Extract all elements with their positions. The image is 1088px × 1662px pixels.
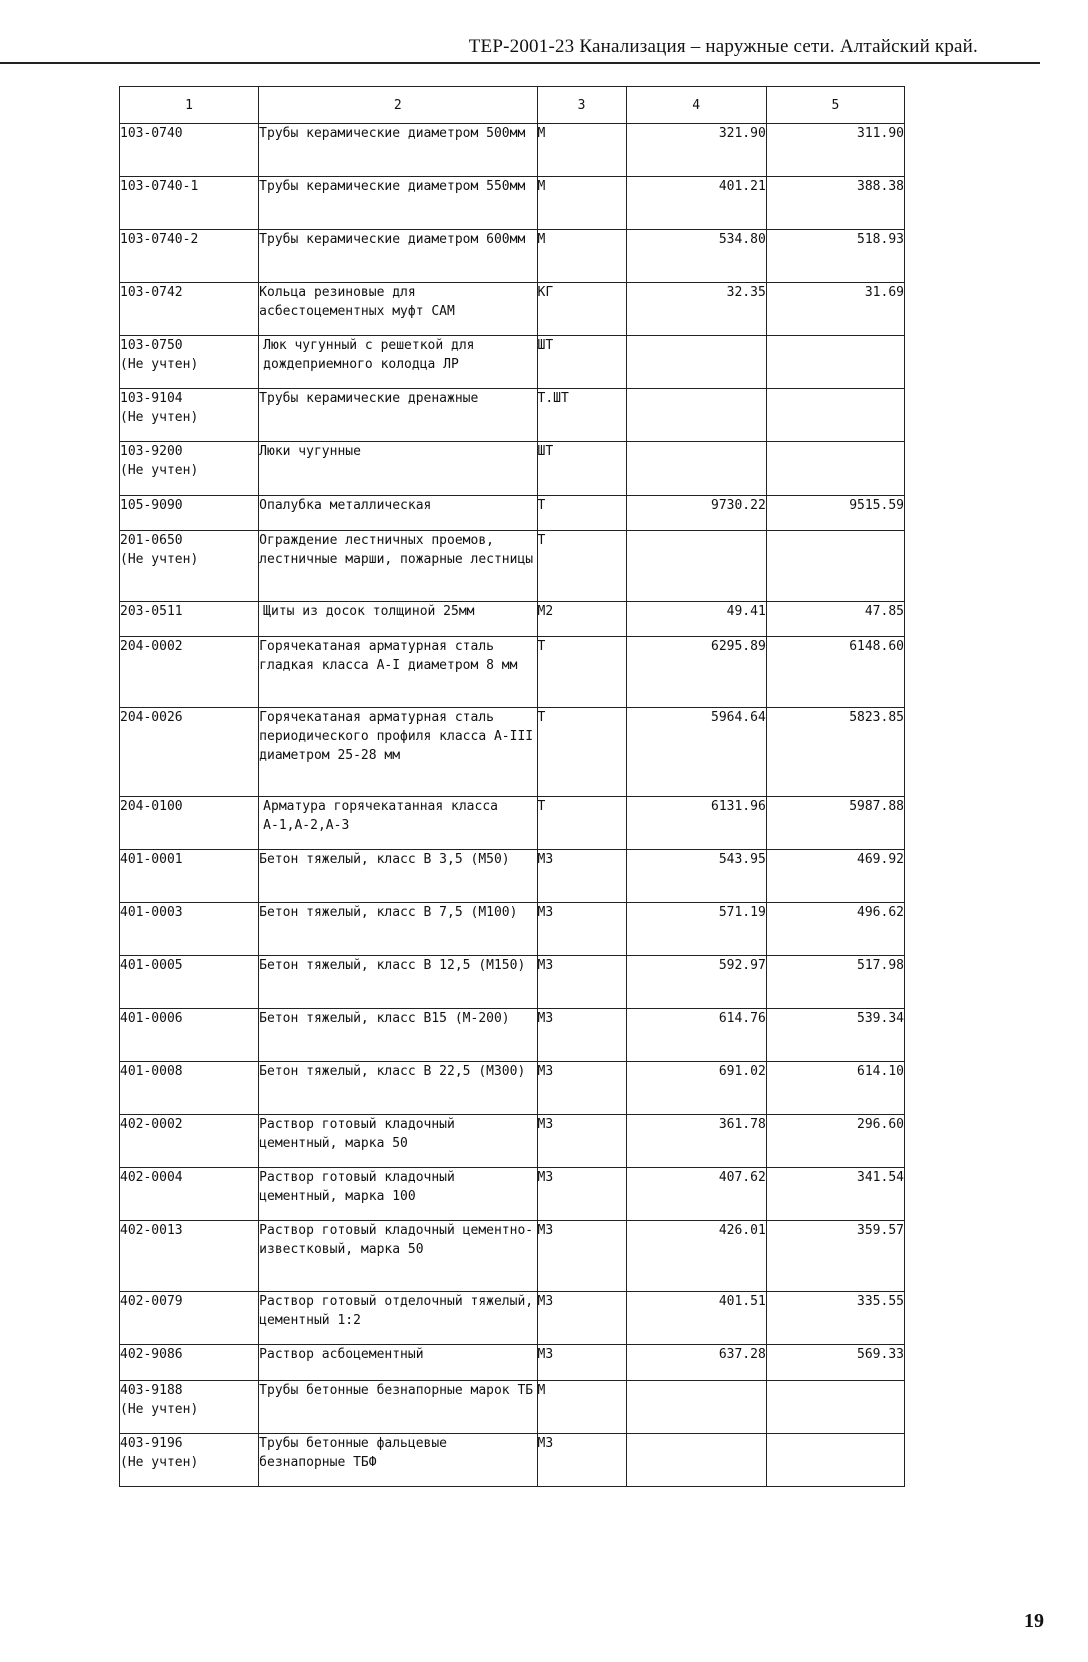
cell-unit: М3 xyxy=(537,1345,626,1381)
cell-price-2 xyxy=(766,1434,904,1487)
cell-name: Опалубка металлическая xyxy=(259,496,537,531)
table-row xyxy=(120,797,905,850)
cell-price-2: 518.93 xyxy=(766,230,904,283)
cell-price-2: 296.60 xyxy=(766,1115,904,1168)
cell-price-2: 569.33 xyxy=(766,1345,904,1381)
cell-code: 401-0006 xyxy=(120,1009,259,1062)
cell-price-2: 5987.88 xyxy=(766,797,904,850)
cell-price-2 xyxy=(766,442,904,496)
cell-code: 401-0008 xyxy=(120,1062,259,1115)
cell-price-1: 614.76 xyxy=(626,1009,766,1062)
cell-name: Бетон тяжелый, класс В 7,5 (М100) xyxy=(259,903,537,956)
cell-price-2: 341.54 xyxy=(766,1168,904,1221)
cell-name: Люки чугунные xyxy=(259,442,537,496)
cell-price-2: 496.62 xyxy=(766,903,904,956)
column-header-unit: 3 xyxy=(537,87,626,124)
cell-price-1: 9730.22 xyxy=(626,496,766,531)
cell-code: 103-0750 (Не учтен) xyxy=(120,336,259,389)
cell-price-2: 31.69 xyxy=(766,283,904,336)
cell-code: 103-0740-2 xyxy=(120,230,259,283)
table-row xyxy=(120,1381,905,1434)
table-row xyxy=(120,1168,905,1221)
cell-price-2: 311.90 xyxy=(766,124,904,177)
cell-price-1: 407.62 xyxy=(626,1168,766,1221)
header-row xyxy=(120,87,905,124)
cell-unit: ШТ xyxy=(537,442,626,496)
cell-price-2: 539.34 xyxy=(766,1009,904,1062)
column-header-price-1: 4 xyxy=(626,87,766,124)
cell-name: Трубы керамические диаметром 550мм xyxy=(259,177,537,230)
table-row xyxy=(120,389,905,442)
cell-unit: М3 xyxy=(537,1434,626,1487)
cell-unit: ШТ xyxy=(537,336,626,389)
cell-name: Ограждение лестничных проемов, лестничные марши, пожарные лестницы xyxy=(259,531,537,602)
cell-unit: М3 xyxy=(537,1221,626,1292)
cell-price-1: 401.21 xyxy=(626,177,766,230)
cell-price-2: 388.38 xyxy=(766,177,904,230)
cell-unit: М3 xyxy=(537,850,626,903)
cell-unit: Т xyxy=(537,637,626,708)
page-number: 19 xyxy=(1024,1610,1044,1632)
table-row xyxy=(120,1345,905,1381)
cell-name: Трубы бетонные безнапорные марок ТБ xyxy=(259,1381,537,1434)
cell-name: Люк чугунный с решеткой для дождеприемного колодца ЛР xyxy=(259,336,537,389)
cell-price-1 xyxy=(626,531,766,602)
cell-price-1: 571.19 xyxy=(626,903,766,956)
cell-price-1: 534.80 xyxy=(626,230,766,283)
cell-price-1: 32.35 xyxy=(626,283,766,336)
cell-name: Бетон тяжелый, класс В 12,5 (М150) xyxy=(259,956,537,1009)
cell-unit: КГ xyxy=(537,283,626,336)
cell-unit: М xyxy=(537,177,626,230)
cell-price-1: 321.90 xyxy=(626,124,766,177)
cell-code: 402-0002 xyxy=(120,1115,259,1168)
table-row xyxy=(120,531,905,602)
cell-price-1: 543.95 xyxy=(626,850,766,903)
cell-code: 105-9090 xyxy=(120,496,259,531)
cell-price-1: 361.78 xyxy=(626,1115,766,1168)
cell-price-2 xyxy=(766,336,904,389)
price-table xyxy=(119,86,905,1487)
column-header-code: 1 xyxy=(120,87,259,124)
cell-name: Раствор асбоцементный xyxy=(259,1345,537,1381)
table-row xyxy=(120,1221,905,1292)
cell-price-1: 6131.96 xyxy=(626,797,766,850)
cell-unit: М3 xyxy=(537,1009,626,1062)
table-row xyxy=(120,1009,905,1062)
cell-code: 103-0742 xyxy=(120,283,259,336)
cell-unit: М3 xyxy=(537,1168,626,1221)
cell-name: Арматура горячекатанная класса А-1,А-2,А-3 xyxy=(259,797,537,850)
table-row xyxy=(120,177,905,230)
cell-price-1 xyxy=(626,1381,766,1434)
cell-unit: Т xyxy=(537,797,626,850)
cell-price-2: 335.55 xyxy=(766,1292,904,1345)
table-row xyxy=(120,1062,905,1115)
cell-unit: М3 xyxy=(537,1115,626,1168)
cell-unit: М3 xyxy=(537,956,626,1009)
column-header-name: 2 xyxy=(259,87,537,124)
cell-code: 403-9188 (Не учтен) xyxy=(120,1381,259,1434)
cell-code: 103-9104 (Не учтен) xyxy=(120,389,259,442)
cell-code: 403-9196 (Не учтен) xyxy=(120,1434,259,1487)
cell-price-2: 614.10 xyxy=(766,1062,904,1115)
cell-price-1: 49.41 xyxy=(626,602,766,637)
cell-unit: Т.ШТ xyxy=(537,389,626,442)
table-header xyxy=(120,87,905,124)
cell-price-2: 47.85 xyxy=(766,602,904,637)
cell-code: 201-0650 (Не учтен) xyxy=(120,531,259,602)
cell-price-2 xyxy=(766,1381,904,1434)
cell-name: Раствор готовый кладочный цементный, марка 50 xyxy=(259,1115,537,1168)
cell-price-2: 517.98 xyxy=(766,956,904,1009)
cell-price-2: 469.92 xyxy=(766,850,904,903)
column-header-price-2: 5 xyxy=(766,87,904,124)
table-row xyxy=(120,850,905,903)
cell-code: 203-0511 xyxy=(120,602,259,637)
cell-unit: Т xyxy=(537,531,626,602)
cell-code: 401-0001 xyxy=(120,850,259,903)
cell-name: Раствор готовый кладочный цементный, марка 100 xyxy=(259,1168,537,1221)
table-row xyxy=(120,602,905,637)
cell-price-1: 637.28 xyxy=(626,1345,766,1381)
table-row xyxy=(120,442,905,496)
cell-name: Горячекатаная арматурная сталь гладкая класса А-I диаметром 8 мм xyxy=(259,637,537,708)
cell-price-1 xyxy=(626,336,766,389)
cell-unit: М2 xyxy=(537,602,626,637)
table-row xyxy=(120,1292,905,1345)
cell-name: Кольца резиновые для асбестоцементных муфт САМ xyxy=(259,283,537,336)
cell-price-2: 9515.59 xyxy=(766,496,904,531)
cell-price-2 xyxy=(766,389,904,442)
table-row xyxy=(120,1115,905,1168)
cell-name: Трубы бетонные фальцевые безнапорные ТБФ xyxy=(259,1434,537,1487)
table-row xyxy=(120,903,905,956)
cell-code: 401-0005 xyxy=(120,956,259,1009)
table-row xyxy=(120,1434,905,1487)
table-row xyxy=(120,283,905,336)
cell-unit: М xyxy=(537,230,626,283)
cell-price-1: 401.51 xyxy=(626,1292,766,1345)
cell-code: 204-0002 xyxy=(120,637,259,708)
cell-price-1 xyxy=(626,442,766,496)
cell-price-2: 359.57 xyxy=(766,1221,904,1292)
cell-price-1 xyxy=(626,1434,766,1487)
cell-code: 401-0003 xyxy=(120,903,259,956)
cell-unit: М3 xyxy=(537,903,626,956)
cell-code: 204-0100 xyxy=(120,797,259,850)
cell-name: Трубы керамические диаметром 500мм xyxy=(259,124,537,177)
table-row xyxy=(120,956,905,1009)
cell-name: Раствор готовый отделочный тяжелый, цементный 1:2 xyxy=(259,1292,537,1345)
cell-code: 402-9086 xyxy=(120,1345,259,1381)
cell-unit: М xyxy=(537,124,626,177)
cell-unit: М3 xyxy=(537,1292,626,1345)
cell-price-1: 592.97 xyxy=(626,956,766,1009)
cell-code: 103-0740 xyxy=(120,124,259,177)
cell-code: 402-0079 xyxy=(120,1292,259,1345)
cell-price-1: 426.01 xyxy=(626,1221,766,1292)
cell-unit: М xyxy=(537,1381,626,1434)
cell-unit: Т xyxy=(537,708,626,797)
cell-code: 103-9200 (Не учтен) xyxy=(120,442,259,496)
cell-unit: М3 xyxy=(537,1062,626,1115)
cell-code: 204-0026 xyxy=(120,708,259,797)
table-body xyxy=(120,124,905,1487)
cell-code: 402-0013 xyxy=(120,1221,259,1292)
cell-price-1 xyxy=(626,389,766,442)
table-row xyxy=(120,124,905,177)
header-divider xyxy=(0,62,1040,64)
cell-name: Щиты из досок толщиной 25мм xyxy=(259,602,537,637)
document-header: ТЕР-2001-23 Канализация – наружные сети. Алтайский край. xyxy=(468,36,978,57)
cell-name: Трубы керамические диаметром 600мм xyxy=(259,230,537,283)
table-row xyxy=(120,708,905,797)
table-row xyxy=(120,230,905,283)
cell-code: 402-0004 xyxy=(120,1168,259,1221)
table-row xyxy=(120,637,905,708)
cell-unit: Т xyxy=(537,496,626,531)
cell-code: 103-0740-1 xyxy=(120,177,259,230)
cell-price-2: 5823.85 xyxy=(766,708,904,797)
cell-name: Раствор готовый кладочный цементно-известковый, марка 50 xyxy=(259,1221,537,1292)
cell-name: Бетон тяжелый, класс В15 (М-200) xyxy=(259,1009,537,1062)
cell-price-2 xyxy=(766,531,904,602)
cell-price-1: 6295.89 xyxy=(626,637,766,708)
table-row xyxy=(120,496,905,531)
cell-name: Бетон тяжелый, класс В 3,5 (М50) xyxy=(259,850,537,903)
cell-price-1: 5964.64 xyxy=(626,708,766,797)
cell-name: Трубы керамические дренажные xyxy=(259,389,537,442)
cell-price-2: 6148.60 xyxy=(766,637,904,708)
cell-name: Бетон тяжелый, класс В 22,5 (М300) xyxy=(259,1062,537,1115)
table-row xyxy=(120,336,905,389)
cell-price-1: 691.02 xyxy=(626,1062,766,1115)
cell-name: Горячекатаная арматурная сталь периодического профиля класса А-III диаметром 25-28 мм xyxy=(259,708,537,797)
